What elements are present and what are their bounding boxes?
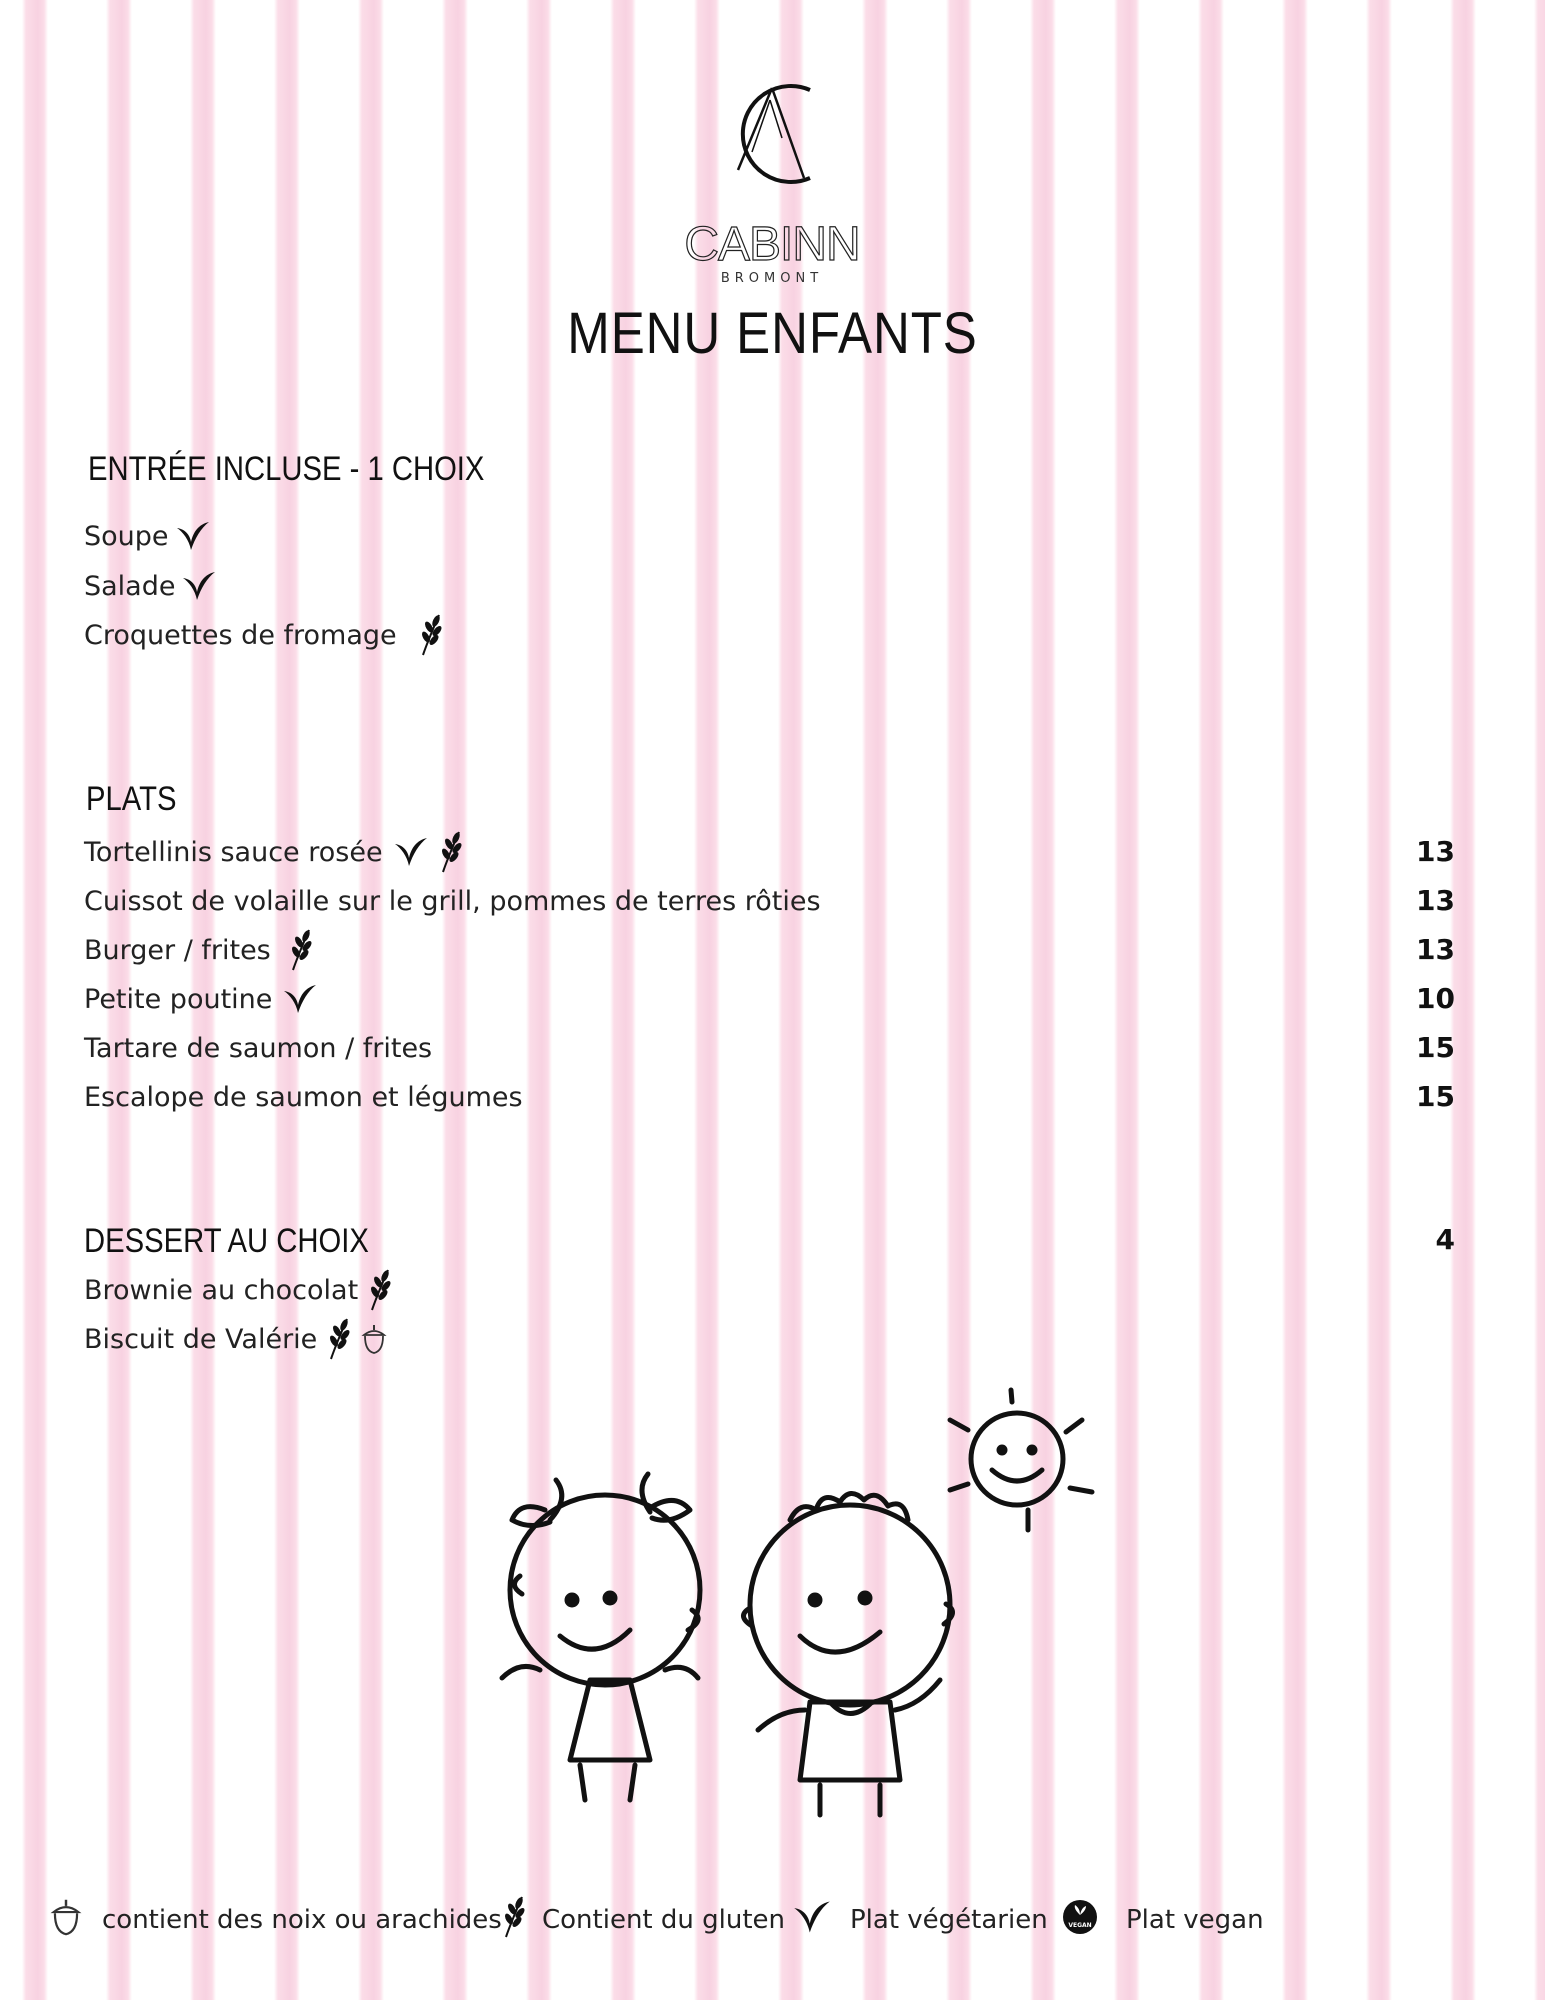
vegetarian-leaf-icon (792, 1899, 832, 1942)
legend-gluten (500, 1895, 785, 1945)
legend-vegetarian (792, 1895, 1048, 1945)
gluten-wheat-icon (325, 1317, 351, 1361)
sun-drawing (950, 1390, 1092, 1530)
section-title-plats: PLATS (86, 780, 177, 818)
item-name: Salade (84, 570, 176, 602)
vegetarian-leaf-icon (181, 570, 217, 602)
brand-name: CABINN (684, 218, 860, 271)
item-name: Biscuit de Valérie (84, 1323, 318, 1355)
item-name: Burger / frites (84, 934, 271, 966)
item-name: Tortellinis sauce rosée (84, 836, 383, 868)
list-item (84, 566, 217, 606)
item-price: 10 (1416, 982, 1455, 1015)
svg-text:VEGAN: VEGAN (1068, 1921, 1092, 1929)
nut-acorn-icon (50, 1897, 82, 1944)
monogram-icon (684, 60, 860, 290)
legend-nuts-label: contient des noix ou arachides (102, 1905, 502, 1935)
legend-vegan (1062, 1895, 1264, 1945)
item-name: Brownie au chocolat (84, 1274, 359, 1306)
vegetarian-leaf-icon (175, 520, 211, 552)
legend-vegetarian-label: Plat végétarien (850, 1905, 1048, 1935)
gluten-wheat-icon (437, 830, 463, 874)
list-item (84, 881, 821, 921)
legend-vegan-label: Plat vegan (1126, 1905, 1264, 1935)
legend (0, 1895, 1545, 1945)
gluten-wheat-icon (287, 928, 313, 972)
gluten-wheat-icon (500, 1895, 526, 1946)
item-name: Petite poutine (84, 983, 273, 1015)
girl-drawing (502, 1474, 700, 1800)
legend-gluten-label: Contient du gluten (542, 1905, 786, 1935)
item-name: Escalope de saumon et légumes (84, 1081, 523, 1113)
list-item (84, 832, 463, 872)
vegan-badge-icon (1062, 1899, 1098, 1942)
vegetarian-leaf-icon (393, 836, 429, 868)
nut-acorn-icon (361, 1323, 387, 1355)
brand-logo (684, 60, 860, 290)
item-price: 13 (1416, 933, 1455, 966)
legend-nuts (50, 1895, 502, 1945)
vegetarian-leaf-icon (282, 983, 318, 1015)
item-name: Soupe (84, 520, 169, 552)
section-title-dessert: DESSERT AU CHOIX (84, 1222, 369, 1260)
list-item (84, 516, 211, 556)
list-item (84, 615, 443, 655)
list-item (84, 1077, 523, 1117)
list-item (84, 1028, 432, 1068)
gluten-wheat-icon (366, 1268, 392, 1312)
list-item (84, 1319, 387, 1359)
boy-drawing (743, 1493, 952, 1815)
item-price: 15 (1416, 1080, 1455, 1113)
item-price: 13 (1416, 884, 1455, 917)
item-name: Tartare de saumon / frites (84, 1032, 433, 1064)
gluten-wheat-icon (417, 613, 443, 657)
kids-illustration (460, 1380, 1100, 1840)
item-price: 13 (1416, 835, 1455, 868)
list-item (84, 930, 313, 970)
list-item (84, 979, 318, 1019)
item-price: 15 (1416, 1031, 1455, 1064)
item-name: Croquettes de fromage (84, 619, 397, 651)
section-title-entree: ENTRÉE INCLUSE - 1 CHOIX (88, 450, 485, 488)
item-name: Cuissot de volaille sur le grill, pommes de terres rôties (84, 885, 821, 917)
list-item (84, 1270, 392, 1310)
dessert-price: 4 (1435, 1223, 1455, 1256)
page-title: MENU ENFANTS (567, 301, 978, 366)
brand-location: BROMONT (720, 271, 824, 286)
